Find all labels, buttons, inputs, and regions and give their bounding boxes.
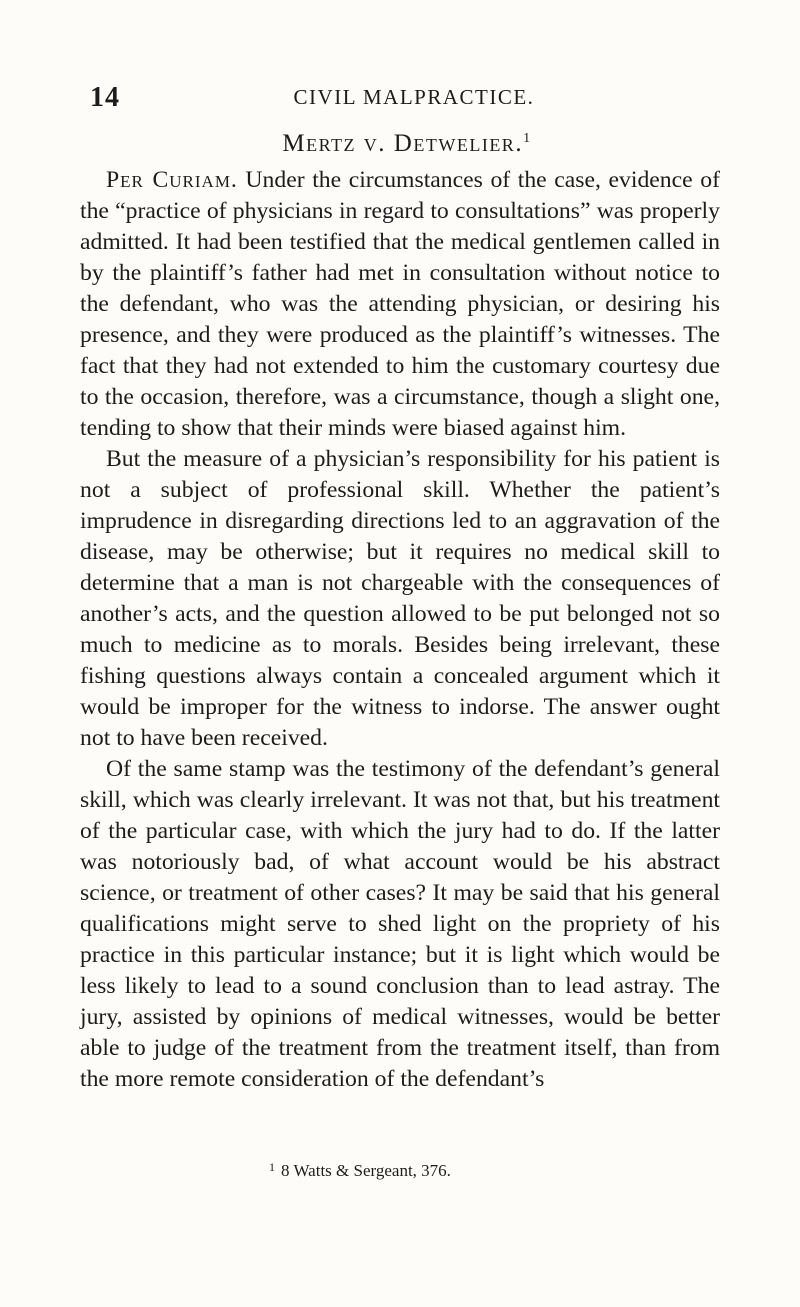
case-title [0,130,800,158]
paragraph [80,165,720,444]
footnote-text: 8 Watts & Sergeant, 376. [281,1161,451,1180]
running-head: CIVIL MALPRACTICE. [293,85,535,109]
footnote-marker: 1 [269,1160,276,1174]
page-header [90,82,718,116]
body-text [80,165,720,1095]
case-title-text: Mertz v. Detwelier. [282,130,524,157]
footnote-reference: 1 [523,131,532,146]
paragraph-lead: Per Curiam. [106,167,238,193]
footnote [0,1161,800,1181]
page-number: 14 [90,82,120,113]
paragraph: Of the same stamp was the testimony of the defendant’s general skill, which was clearly irrelevant. It was not that, but his treatment of the particular case, with which the jury had to do. If the latter was notoriously bad, of what account would be his abstract science, or treatment of other cases? It may be said that his general qualifications might serve to shed light on the propriety of his practice in this particular instance; but it is light which would be less likely to lead to a sound conclusion than to lead astray. The jury, assisted by opinions of medical witnesses, would be better able to judge of the treatment from the treatment itself, than from the more remote consideration of the defendant’s [80,756,720,1092]
paragraph: But the measure of a physician’s responsibility for his patient is not a subject of professional skill. Whether the patient’s imprudence in disregarding directions led to an aggravation of the disease, may be otherwise; but it requires no medical skill to determine that a man is not chargeable with the consequences of another’s acts, and the question allowed to be put belonged not so much to medicine as to morals. Besides being irrelevant, these fishing questions always contain a concealed argument which it would be improper for the witness to indorse. The answer ought not to have been received. [80,446,720,751]
paragraph-text: Under the circumstances of the case, evidence of the “practice of physicians in regard to consultations” was properly admitted. It had been testified that the medical gentlemen called in by the plaintiff’s father had met in consultation without notice to the defendant, who was the attending physician, or desiring his presence, and they were produced as the plaintiff’s witnesses. The fact that they had not extended to him the customary courtesy due to the occasion, therefore, was a circumstance, though a slight one, tending to show that their minds were biased against him. [80,167,720,441]
